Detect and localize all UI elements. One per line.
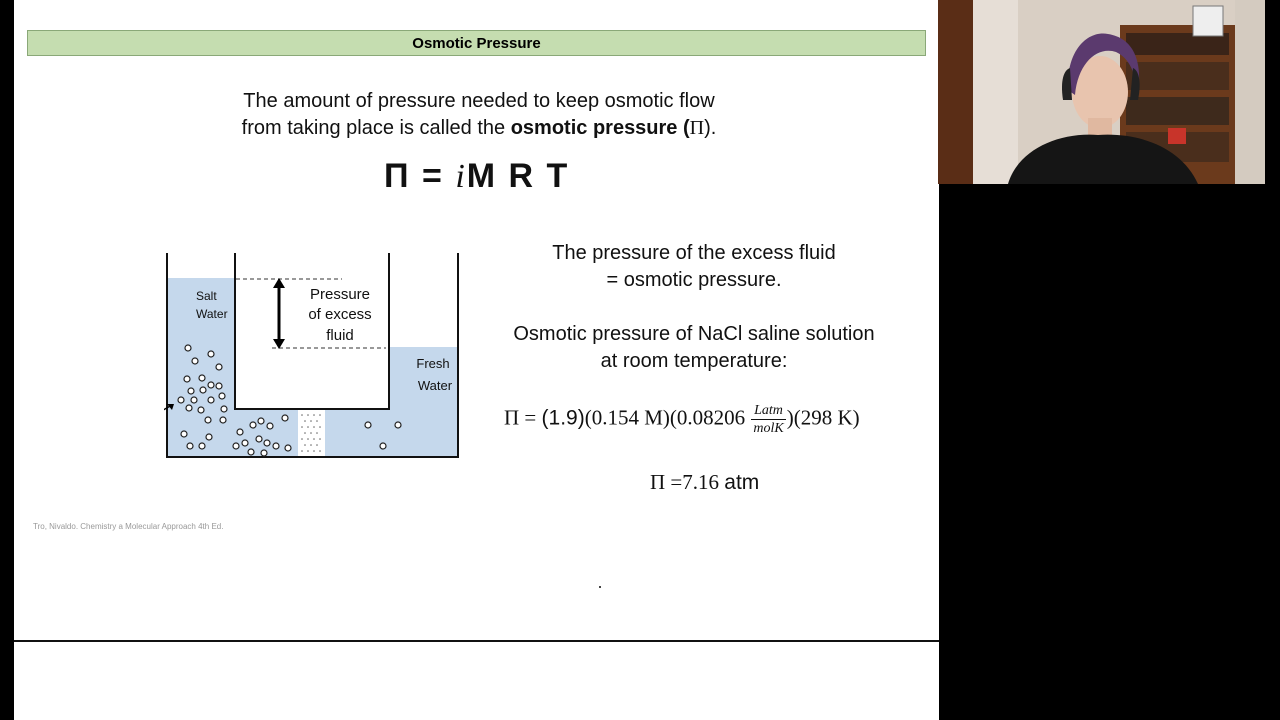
osmotic-formula [384, 157, 569, 196]
calculation-equation [504, 402, 860, 437]
eq-numerator: Latm [751, 402, 785, 420]
nacl-line-2: at room temperature: [600, 350, 788, 372]
intro-bold [511, 117, 704, 139]
pressure-label-1: Pressure [309, 286, 371, 303]
formula-left: Π = [384, 157, 456, 195]
osmosis-diagram [164, 248, 464, 463]
fresh-label-1: Fresh [416, 356, 450, 371]
intro-line-2 [74, 115, 884, 142]
intro-line-1: The amount of pressure needed to keep osmotic flow [243, 90, 715, 112]
formula-i: i [455, 158, 467, 195]
result-pi: Π =7.16 [650, 470, 725, 494]
salt-water-fill [167, 278, 234, 457]
excess-fluid-text [494, 240, 894, 294]
bottom-water-fill [234, 408, 458, 457]
slide-title: Osmotic Pressure [27, 30, 926, 56]
salt-label-1: Salt [196, 289, 217, 303]
eq-denominator: molK [753, 421, 784, 436]
eq-mid: (0.154 M)(0.08206 [584, 405, 751, 430]
inner-tube [235, 253, 389, 409]
eq-fraction [751, 402, 785, 437]
intro-close: ). [704, 117, 717, 139]
slide-divider [14, 640, 939, 642]
salt-label-2: Water [196, 307, 228, 321]
intro-pi: Π [689, 117, 705, 139]
pressure-label-2: of excess [308, 306, 372, 323]
intro-plain: from taking place is called the [241, 117, 511, 139]
intro-bold-text: osmotic pressure ( [510, 117, 690, 139]
formula-rest: M R T [466, 157, 570, 195]
stray-dot [599, 586, 601, 588]
nacl-line-1: Osmotic pressure of NaCl saline solution [513, 323, 875, 345]
eq-van-hoff: (1.9) [541, 406, 585, 430]
eq-pi: Π = [504, 405, 542, 430]
nacl-text [474, 321, 914, 375]
pressure-label-3: fluid [326, 327, 354, 344]
slide [14, 0, 939, 720]
fresh-label-2: Water [417, 378, 453, 393]
webcam-scene [938, 0, 1265, 184]
excess-line-2: = osmotic pressure. [606, 269, 782, 291]
result-equation [650, 470, 759, 495]
citation: Tro, Nivaldo. Chemistry a Molecular Approach 4th Ed. [33, 522, 224, 531]
result-unit: atm [724, 471, 760, 494]
intro-text [74, 88, 884, 142]
excess-line-1: The pressure of the excess fluid [552, 242, 836, 264]
eq-end: )(298 K) [786, 405, 860, 430]
webcam-video [938, 0, 1265, 184]
